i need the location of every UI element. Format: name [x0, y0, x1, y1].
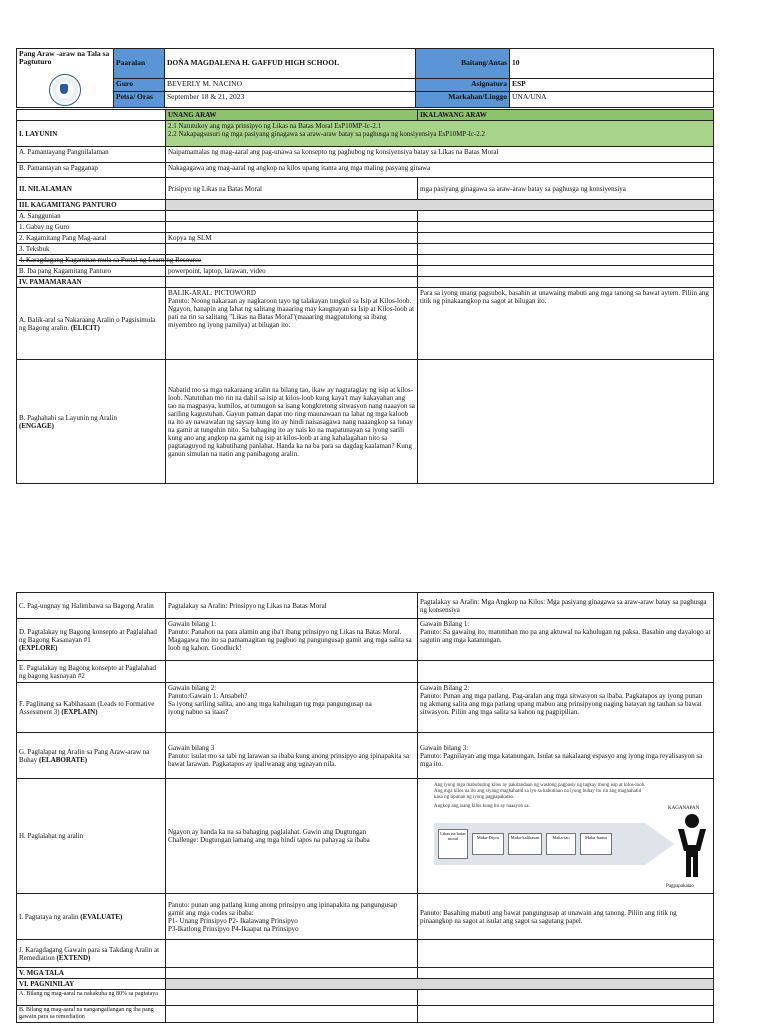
evaluate-day1: Panuto: punan ang patlang kung anong prinsipyo ang ipinapakita ng pangungusap gamit ang mga codes sa ibaba: P1- Unang Prinsipyo P2- Ikalawang Prinsipyo P3-Ikatlong Prinsipyo P4-Ikaapat na Prinsipyo — [166, 894, 418, 940]
explain-day2: Gawain Bilang 2: Panuto: Punan ang mga patlang. Pag-aralan ang mga sitwasyon sa ibaba. Pagkatapos ay iyong punan ng akmang salita ang mga patlang upang mabuo ang prinsipyong naging batayan ng tauhan sa bawat sitwasyon. Piliin ang mga salita sa kahon ng pagpipilian. — [418, 683, 714, 733]
paglalahat-day2 — [418, 779, 714, 894]
diagram-intro-text: Ang iyong mga mabubuting kilos ay pakitandaan ng wastong pagpasiy ng tagkay mong isip at kilos-loob. Ang mga kilos na ito ang siyang maghahatid sa iyo sa kabutihan na iyong buhay ito rin ang maghahatid kasa ng lipunan ng iyong pagpapakatao. — [434, 783, 646, 800]
empty-cell — [418, 255, 714, 266]
explore-day1: Gawain bilang 1: Panuto: Panahon na para alamin ang iba't ibang prinsipyo ng Likas na Batas Moral. Magagawa mo ito sa pamamagitan ng pagbuo ng pangungusap gamit ang mga salita sa loob ng kahon. Goodluck! — [166, 619, 418, 661]
layunin-label: I. LAYUNIN — [17, 121, 166, 147]
empty-cell — [166, 940, 418, 968]
engage-day1: Nabatid mo sa mga nakaraang aralin na bilang tao, ikaw ay nagtataglay ng isip at kilos-loob. Natutuhan mo rin na dahil sa isip at kilos-loob kung kaya't may kakayahan ang tao na magpasya, kumilos, at tumugon sa isang kongkretong sitwasyon nang naaayon sa sariling kagustuhan. Gayun paman dapat mo ring maunawaan na lahat ng mga kaloob na ito ay nawawalan ng saysay kung ito ay hindi naisasagawa nang naaangkop sa tunay na gamit at tunguhin nito. Sa bahaging ito ay nais ko na mapatunayan sa iyong sarili kung ano ang angkop na gamit ng isip at kilos-loob at ang kahalagahan nito sa pagtataguyod ng kabutihang panlahat. Handa ka na ba para sa dagdag kaalaman? Kung ganun simulan na natin ang panibagong aralin. — [166, 360, 418, 484]
pagninilay-b-label: B. Bilang ng mag-aaral na nangangailangan ng iba pang gawain para sa remediation — [17, 1006, 166, 1023]
teksbuk-label: 3. Teksbuk — [17, 244, 166, 255]
empty-cell — [166, 968, 418, 979]
e-label: E. Pagtalakay ng Bagong konsepto at Paglalahad ng bagong kasnayan #2 — [17, 661, 166, 683]
empty-cell — [166, 244, 418, 255]
empty-cell — [418, 233, 714, 244]
baitang-value: 10 — [510, 49, 714, 79]
header-title-cell — [17, 49, 114, 108]
paaralan-label: Paaralan — [114, 49, 165, 79]
empty-cell — [418, 266, 714, 277]
elaborate-label-cell — [17, 733, 166, 779]
pamamaraan-label: IV. PAMAMARAAN — [17, 277, 166, 288]
extend-label-cell — [17, 940, 166, 968]
person-icon — [674, 811, 710, 881]
nilalaman-day1: Prisipyo ng Likas na Batas Moral — [166, 178, 418, 200]
empty-cell — [418, 277, 714, 288]
elicit-day1: BALIK-ARAL: PICTOWORD Panuto: Noong nakaraan ay nagkaroon tayo ng talakayan tungkol sa Isip at Kilos-loob. Ngayon, hanapin ang lahat ng salitang maaaring may kaugnayan sa Isip at Kilos-loob at pati na rin sa salitang "Likas na Batas Moral"(maaaring magpatulong sa ibang miyembro ng iyong pamilya) at bilugan ito. — [166, 288, 418, 360]
c-day1: Pagtalakay sa Aralin: Prinsipyo ng Likas na Batas Moral — [166, 593, 418, 619]
blank-cell — [17, 110, 166, 121]
asignatura-value: ESP — [510, 78, 714, 92]
elicit-label: A. Balik-aral sa Nakaraang Aralin o Pagsisimula ng Bagong aralin. — [19, 315, 156, 332]
empty-cell — [418, 244, 714, 255]
day1-header: UNANG ARAW — [166, 110, 418, 121]
explain-tag: (EXPLAIN) — [61, 707, 98, 716]
paglalahat-day1: Ngayon ay handa ka na sa bahaging paglalahat. Gawin ang Dugtungan Challenge: Dugtungan lamang ang mga hindi tapos na pahayag sa ibaba — [166, 779, 418, 894]
deped-seal-logo — [49, 74, 81, 106]
guro-label: Guro — [114, 78, 165, 92]
doc-title: Pang Araw -araw na Tala sa Pagtuturo — [19, 49, 110, 66]
paaralan-value: DOÑA MAGDALENA H. GAFFUD HIGH SCHOOL — [165, 49, 416, 79]
layunin-text: 2.1 Natutukoy ang mga prinsipyo ng Likas na Batas Moral EsP10MP-Ic-2.1 2.2 Nakapagsusuri ng mga pasiyang ginagawa sa araw-araw batay sa paghusga ng konsiyensiya EsP10MP-Ic-2.2 — [166, 121, 714, 147]
asignatura-label: Asignatura — [416, 78, 510, 92]
engage-tag: (ENGAGE) — [19, 421, 54, 430]
empty-cell — [166, 277, 418, 288]
mga-tala-label: V. MGA TALA — [17, 968, 166, 979]
engage-label: B. Paghahabi sa Layunin ng Aralin — [19, 413, 117, 422]
pamantayan-sa-pagganap-label: B. Pamantayan sa Pagganap — [17, 163, 166, 178]
elaborate-day1: Gawain bilang 3 Panuto: isulat mo sa tabi ng larawan sa ibaba kung anong prinsipyo ang ipinapakita sa bawat larawan. Pagkatapos ay ipaliwanag ang ugnayan nila. — [166, 733, 418, 779]
empty-cell — [166, 1006, 418, 1023]
pagninilay-label: VI. PAGNINILAY — [17, 979, 166, 990]
gabay-label: 1. Gabay ng Guro — [17, 222, 166, 233]
empty-cell — [418, 990, 714, 1006]
diagram-kaganapan-label: KAGANAPAN — [668, 806, 700, 811]
empty-cell — [418, 222, 714, 233]
pagninilay-a-label: A. Bilang ng mag-aaral na nakakuha ng 80% sa pagtataya — [17, 990, 166, 1006]
markahan-label: Markahan/Linggo — [416, 92, 510, 108]
nilalaman-day2: mga pasiyang ginagawa sa araw-araw batay sa paghusga ng konsiyensiya — [418, 178, 714, 200]
diagram-prompt: Angkop ang isang kilos kung ito ay naaayon sa: — [434, 804, 530, 809]
evaluate-label: I. Pagtataya ng aralin — [19, 912, 79, 921]
paglalahat-label: H. Paglalahat ng aralin — [17, 779, 166, 894]
sanggunian-label: A. Sanggunian — [17, 211, 166, 222]
kagamitan-fill — [166, 200, 714, 211]
pamantayang-pangnilalaman-label: A. Pamantayang Pangnilalaman — [17, 147, 166, 163]
elicit-tag: (ELICIT) — [70, 323, 100, 332]
empty-cell — [418, 940, 714, 968]
lesson-table-part1 — [16, 109, 714, 484]
empty-cell — [418, 661, 714, 683]
baitang-label: Baitang/Antas — [416, 49, 510, 79]
explore-tag: (EXPLORE) — [19, 643, 58, 652]
diagram-box-likas: Likas na batas moral — [438, 829, 468, 859]
explore-day2: Gawain Bilang 1: Panuto: Sa gawaing ito, matutuhan mo pa ang aktuwal na kahulugan ng paksa. Basahin ang dayalogo at sagutin ang mga katanungan. — [418, 619, 714, 661]
karagdagang-kagamitan-label: 4. Karagdagang Kagamitan mula sa Portal ng Learning Resource — [17, 255, 166, 266]
explain-label-cell — [17, 683, 166, 733]
diagram-box-maka-bansa: Maka-bansa — [580, 833, 612, 855]
explore-label-cell — [17, 619, 166, 661]
diagram-box-maka-kalikasan: Maka-kalikasan — [508, 833, 542, 855]
empty-cell — [418, 211, 714, 222]
markahan-value: UNA/UNA — [510, 92, 714, 108]
elicit-label-cell — [17, 288, 166, 360]
kagamitan-mag-aaral-value: Kopya ng SLM — [166, 233, 418, 244]
petsa-label: Petsa/ Oras — [114, 92, 165, 108]
guro-value: BEVERLY M. NACINO — [165, 78, 416, 92]
c-label: C. Pag-uugnay ng Halimbawa sa Bagong Aralin — [17, 593, 166, 619]
header-table — [16, 48, 714, 108]
elaborate-day2: Gawain bilang 3: Panuto: Pagnilayan ang mga katanungan. Isulat sa nakalaang espasyo ang iyong mga reyalisasyon sa mga ito. — [418, 733, 714, 779]
c-day2: Pagtalakay sa Aralin: Mga Angkop na Kilos: Mga pasiyang ginagawa sa araw-araw batay sa paghusga ng konsensiya — [418, 593, 714, 619]
pamantayang-pangnilalaman-text: Naipamamalas ng mag-aaral ang pag-unawa sa konsepto ng paghubog ng konsiyensiya batay sa Likas na Batas Moral — [166, 147, 714, 163]
angkop-na-kilos-diagram — [434, 783, 724, 893]
elaborate-label: G. Paglalapat ng Aralin sa Pang Araw-araw na Buhay — [19, 747, 150, 764]
extend-tag: (EXTEND) — [56, 953, 91, 962]
pagninilay-fill — [166, 979, 714, 990]
explain-label: F. Paglinang sa Kabihasaan (Leads to Formative Assessment 3) — [19, 699, 155, 716]
empty-cell — [166, 990, 418, 1006]
diagram-pagpapakatao-label: Pagpapakatao — [666, 884, 694, 889]
empty-cell — [418, 1006, 714, 1023]
empty-cell — [166, 211, 418, 222]
diagram-box-maka-diyos: Maka-Diyos — [472, 833, 504, 855]
evaluate-tag: (EVALUATE) — [80, 912, 123, 921]
empty-cell — [418, 968, 714, 979]
empty-cell — [166, 222, 418, 233]
explore-label: D. Pagtalakay ng Bagong konsepto at Paglalahad ng Bagong Kasanayan #1 — [19, 627, 157, 644]
empty-cell — [166, 255, 418, 266]
day2-header: IKALAWANG ARAW — [418, 110, 714, 121]
extend-label: J. Karagdagang Gawain para sa Takdang Aralin at Remediation — [19, 945, 160, 962]
evaluate-day2: Panuto: Basahing mabuti ang bawat pangungusap at unawain ang tanong. Piliin ang titik ng pinaangkop na sagot at isulat ang sagot sa sagutang papel. — [418, 894, 714, 940]
kagamitan-mag-aaral-label: 2. Kagamitang Pang Mag-aaral — [17, 233, 166, 244]
elaborate-tag: (ELABORATE) — [39, 755, 88, 764]
elicit-day2: Para sa iyong unang pagsubok, basahin at unawaing mabuti ang mga tanong sa bawat aytem. Piliin ang titik ng pinakaangkop na sagot at bilugan ito. — [418, 288, 714, 360]
lesson-table-part2 — [16, 592, 714, 1023]
explain-day1: Gawain bilang 2: Panuto:Gawain 1: Ansabeh? Sa iyong sariling salita, ano ang mga kahulugan ng mga pangungusap na iyong nabuo sa itaas? — [166, 683, 418, 733]
pamantayan-sa-pagganap-text: Nakagagawa ang mag-aaral ng angkop na kilos upang itama ang mga maling pasyang ginawa — [166, 163, 714, 178]
empty-cell — [418, 360, 714, 484]
diagram-box-maka-tao: Maka-tao — [546, 833, 576, 855]
evaluate-label-cell — [17, 894, 166, 940]
empty-cell — [166, 661, 418, 683]
iba-pang-kagamitan-value: powerpoint, laptop, larawan, video — [166, 266, 418, 277]
kagamitan-label: III. KAGAMITANG PANTURO — [17, 200, 166, 211]
petsa-value: September 18 & 21, 2023 — [165, 92, 416, 108]
iba-pang-kagamitan-label: B. Iba pang Kagamitang Panturo — [17, 266, 166, 277]
engage-label-cell — [17, 360, 166, 484]
nilalaman-label: II. NILALAMAN — [17, 178, 166, 200]
